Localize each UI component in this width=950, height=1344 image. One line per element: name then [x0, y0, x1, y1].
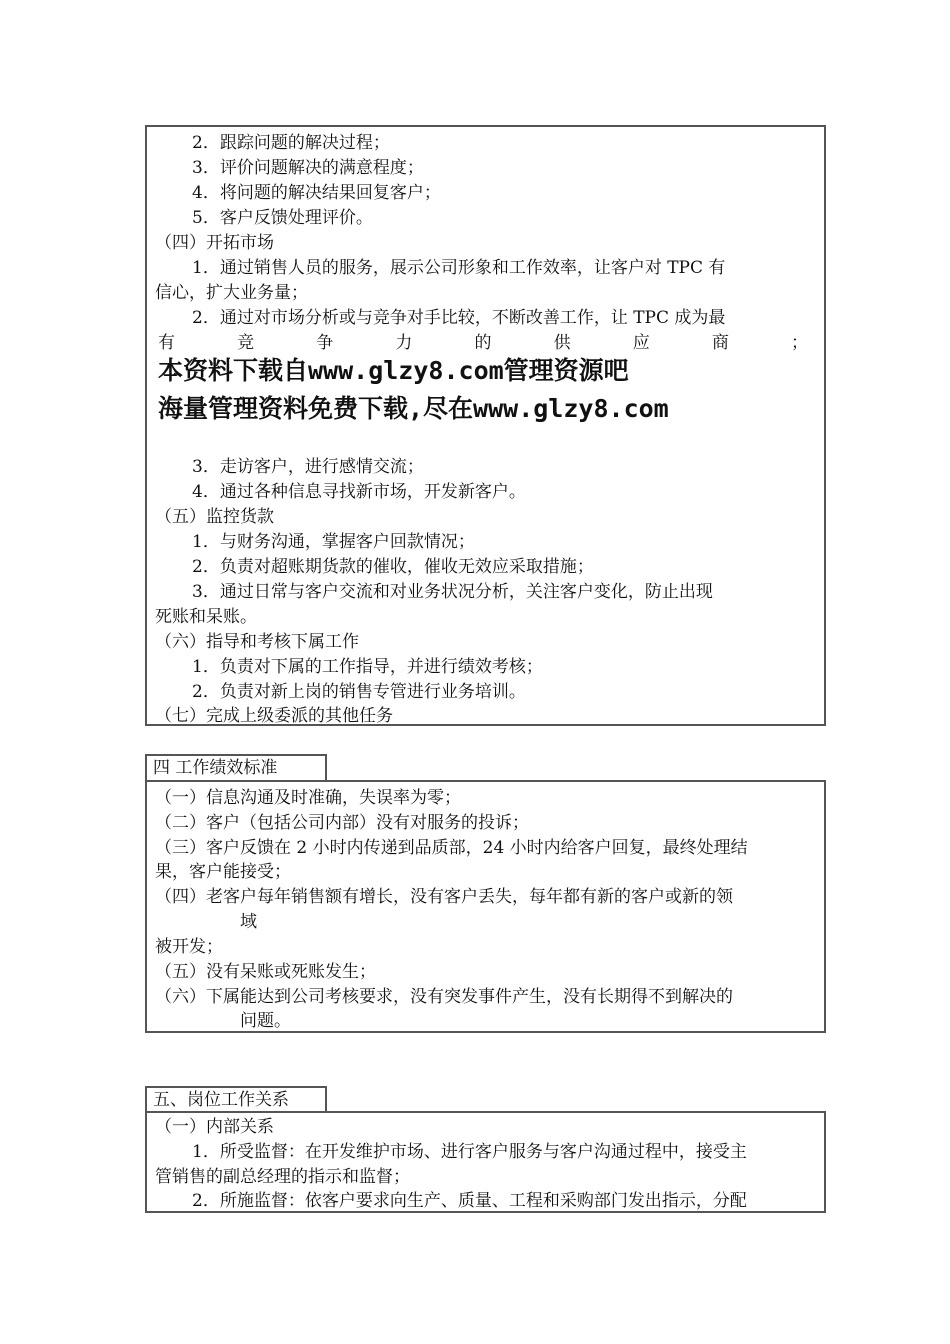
text-line: （四）老客户每年销售额有增长，没有客户丢失，每年都有新的客户或新的领 [155, 887, 733, 907]
text-line: 域 [240, 912, 257, 932]
text-line: 2．跟踪问题的解决过程； [192, 133, 390, 153]
text-line: 管销售的副总经理的指示和监督； [155, 1167, 410, 1187]
watermark-line-2: 海量管理资料免费下载,尽在www.glzy8.com [158, 394, 669, 423]
text-line: （六）下属能达到公司考核要求，没有突发事件产生，没有长期得不到解决的 [155, 987, 733, 1007]
watermark-line-1: 本资料下载自www.glzy8.com管理资源吧 [158, 356, 629, 385]
section4-title: 四 工作绩效标准 [145, 754, 327, 781]
text-line: 2．负责对新上岗的销售专管进行业务培训。 [192, 682, 526, 702]
text-line: （一）信息沟通及时准确，失误率为零； [155, 788, 461, 808]
text-line: 3．走访客户，进行感情交流； [192, 457, 424, 477]
text-line: 信心，扩大业务量； [155, 283, 308, 303]
subsection-heading: （一）内部关系 [155, 1117, 274, 1137]
text-line: （五）没有呆账或死账发生； [155, 962, 376, 982]
text-line: 问题。 [240, 1011, 291, 1031]
text-line: 2．通过对市场分析或与竞争对手比较，不断改善工作，让 TPC 成为最 [192, 308, 726, 328]
text-line: 4．通过各种信息寻找新市场，开发新客户。 [192, 482, 526, 502]
subsection-heading: （七）完成上级委派的其他任务 [155, 706, 393, 726]
subsection-heading: （四）开拓市场 [155, 233, 274, 253]
text-line: 果，客户能接受； [155, 862, 291, 882]
subsection-heading: （六）指导和考核下属工作 [155, 632, 359, 652]
text-line: 2．负责对超账期货款的催收，催收无效应采取措施； [192, 557, 594, 577]
text-line: 被开发； [155, 937, 223, 957]
text-line: 5．客户反馈处理评价。 [192, 208, 373, 228]
section5-title: 五、岗位工作关系 [145, 1086, 327, 1113]
subsection-heading: （五）监控货款 [155, 507, 274, 527]
text-line: 1．负责对下属的工作指导，并进行绩效考核； [192, 657, 543, 677]
text-line: 1．与财务沟通，掌握客户回款情况； [192, 532, 475, 552]
text-line: 1．通过销售人员的服务，展示公司形象和工作效率，让客户对 TPC 有 [192, 258, 726, 278]
text-line: 2．所施监督：依客户要求向生产、质量、工程和采购部门发出指示，分配 [192, 1191, 747, 1211]
text-line: 1．所受监督：在开发维护市场、进行客户服务与客户沟通过程中，接受主 [192, 1142, 747, 1162]
text-line: 有 竞 争 力 的 供 应 商 ； [158, 333, 808, 353]
text-line: （二）客户（包括公司内部）没有对服务的投诉； [155, 813, 529, 833]
text-line: 3．评价问题解决的满意程度； [192, 158, 424, 178]
text-line: 死账和呆账。 [155, 607, 257, 627]
text-line: 4．将问题的解决结果回复客户； [192, 183, 441, 203]
text-line: （三）客户反馈在 2 小时内传递到品质部，24 小时内给客户回复，最终处理结 [155, 838, 748, 858]
text-line: 3．通过日常与客户交流和对业务状况分析，关注客户变化，防止出现 [192, 582, 713, 602]
